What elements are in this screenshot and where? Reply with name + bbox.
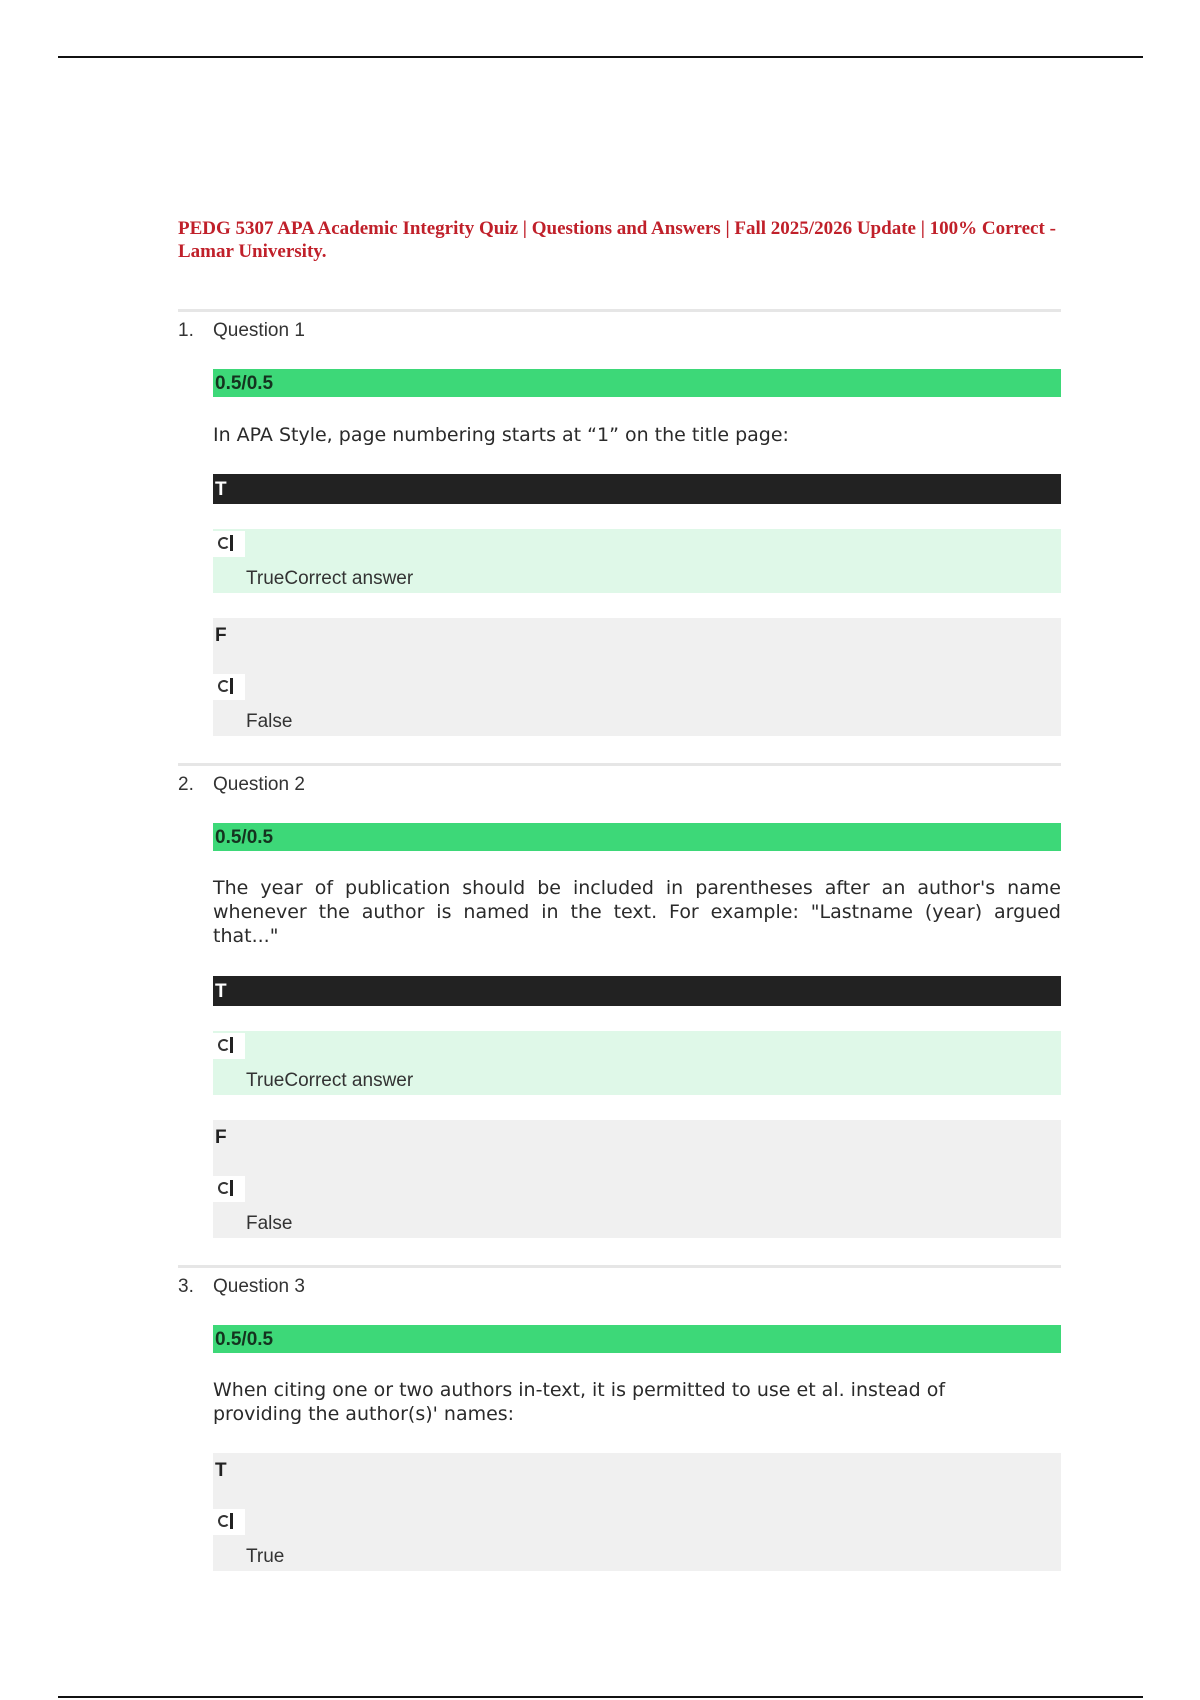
radio-icon [218,680,230,692]
radio-icon [218,1515,230,1527]
question-text: When citing one or two authors in-text, it is permitted to use et al. instead of providing the author(s)' names: [213,1379,946,1425]
question-text: The year of publication should be included in parentheses after an author's name whenever the author is named in the text. For example: "Lastname (year) argued that..." [213,877,1061,947]
radio-button[interactable] [213,1509,245,1535]
radio-button[interactable] [213,531,245,557]
selected-answer-bar: T [213,976,1061,1006]
radio-button[interactable] [213,1033,245,1059]
option-label: False [246,1213,293,1234]
option-label: True [246,1546,285,1567]
radio-icon [218,537,230,549]
selected-answer-bar: T [213,474,1061,504]
correct-option[interactable] [213,529,1061,593]
answer-option[interactable] [213,1453,1061,1571]
document-title: PEDG 5307 APA Academic Integrity Quiz | Questions and Answers | Fall 2025/2026 Update | 100% Correct - Lamar University. [178,218,1056,262]
question-separator [178,1265,1061,1268]
question-separator [178,763,1061,766]
question-number: 1. [178,320,194,341]
bottom-rule [58,1696,1143,1698]
question-header [178,1276,305,1298]
other-option[interactable] [213,1120,1061,1238]
question-header [178,774,305,796]
question-header [178,320,305,342]
option-letter: T [215,1460,227,1481]
option-label: TrueCorrect answer [246,568,414,589]
score-bar: 0.5/0.5 [213,369,1061,397]
option-label: False [246,711,293,732]
question-text: In APA Style, page numbering starts at “1” on the title page: [213,424,789,446]
radio-icon [218,1182,230,1194]
option-letter: F [215,1127,227,1148]
option-label: TrueCorrect answer [246,1070,414,1091]
radio-icon [218,1039,230,1051]
question-label: Question 3 [213,1276,305,1297]
score-bar: 0.5/0.5 [213,823,1061,851]
question-label: Question 2 [213,774,305,795]
option-letter: F [215,625,227,646]
top-rule [58,56,1143,58]
correct-option[interactable] [213,1031,1061,1095]
question-number: 3. [178,1276,194,1297]
radio-button[interactable] [213,674,245,700]
question-label: Question 1 [213,320,305,341]
other-option[interactable] [213,618,1061,736]
radio-button[interactable] [213,1176,245,1202]
score-bar: 0.5/0.5 [213,1325,1061,1353]
question-number: 2. [178,774,194,795]
question-separator [178,309,1061,312]
